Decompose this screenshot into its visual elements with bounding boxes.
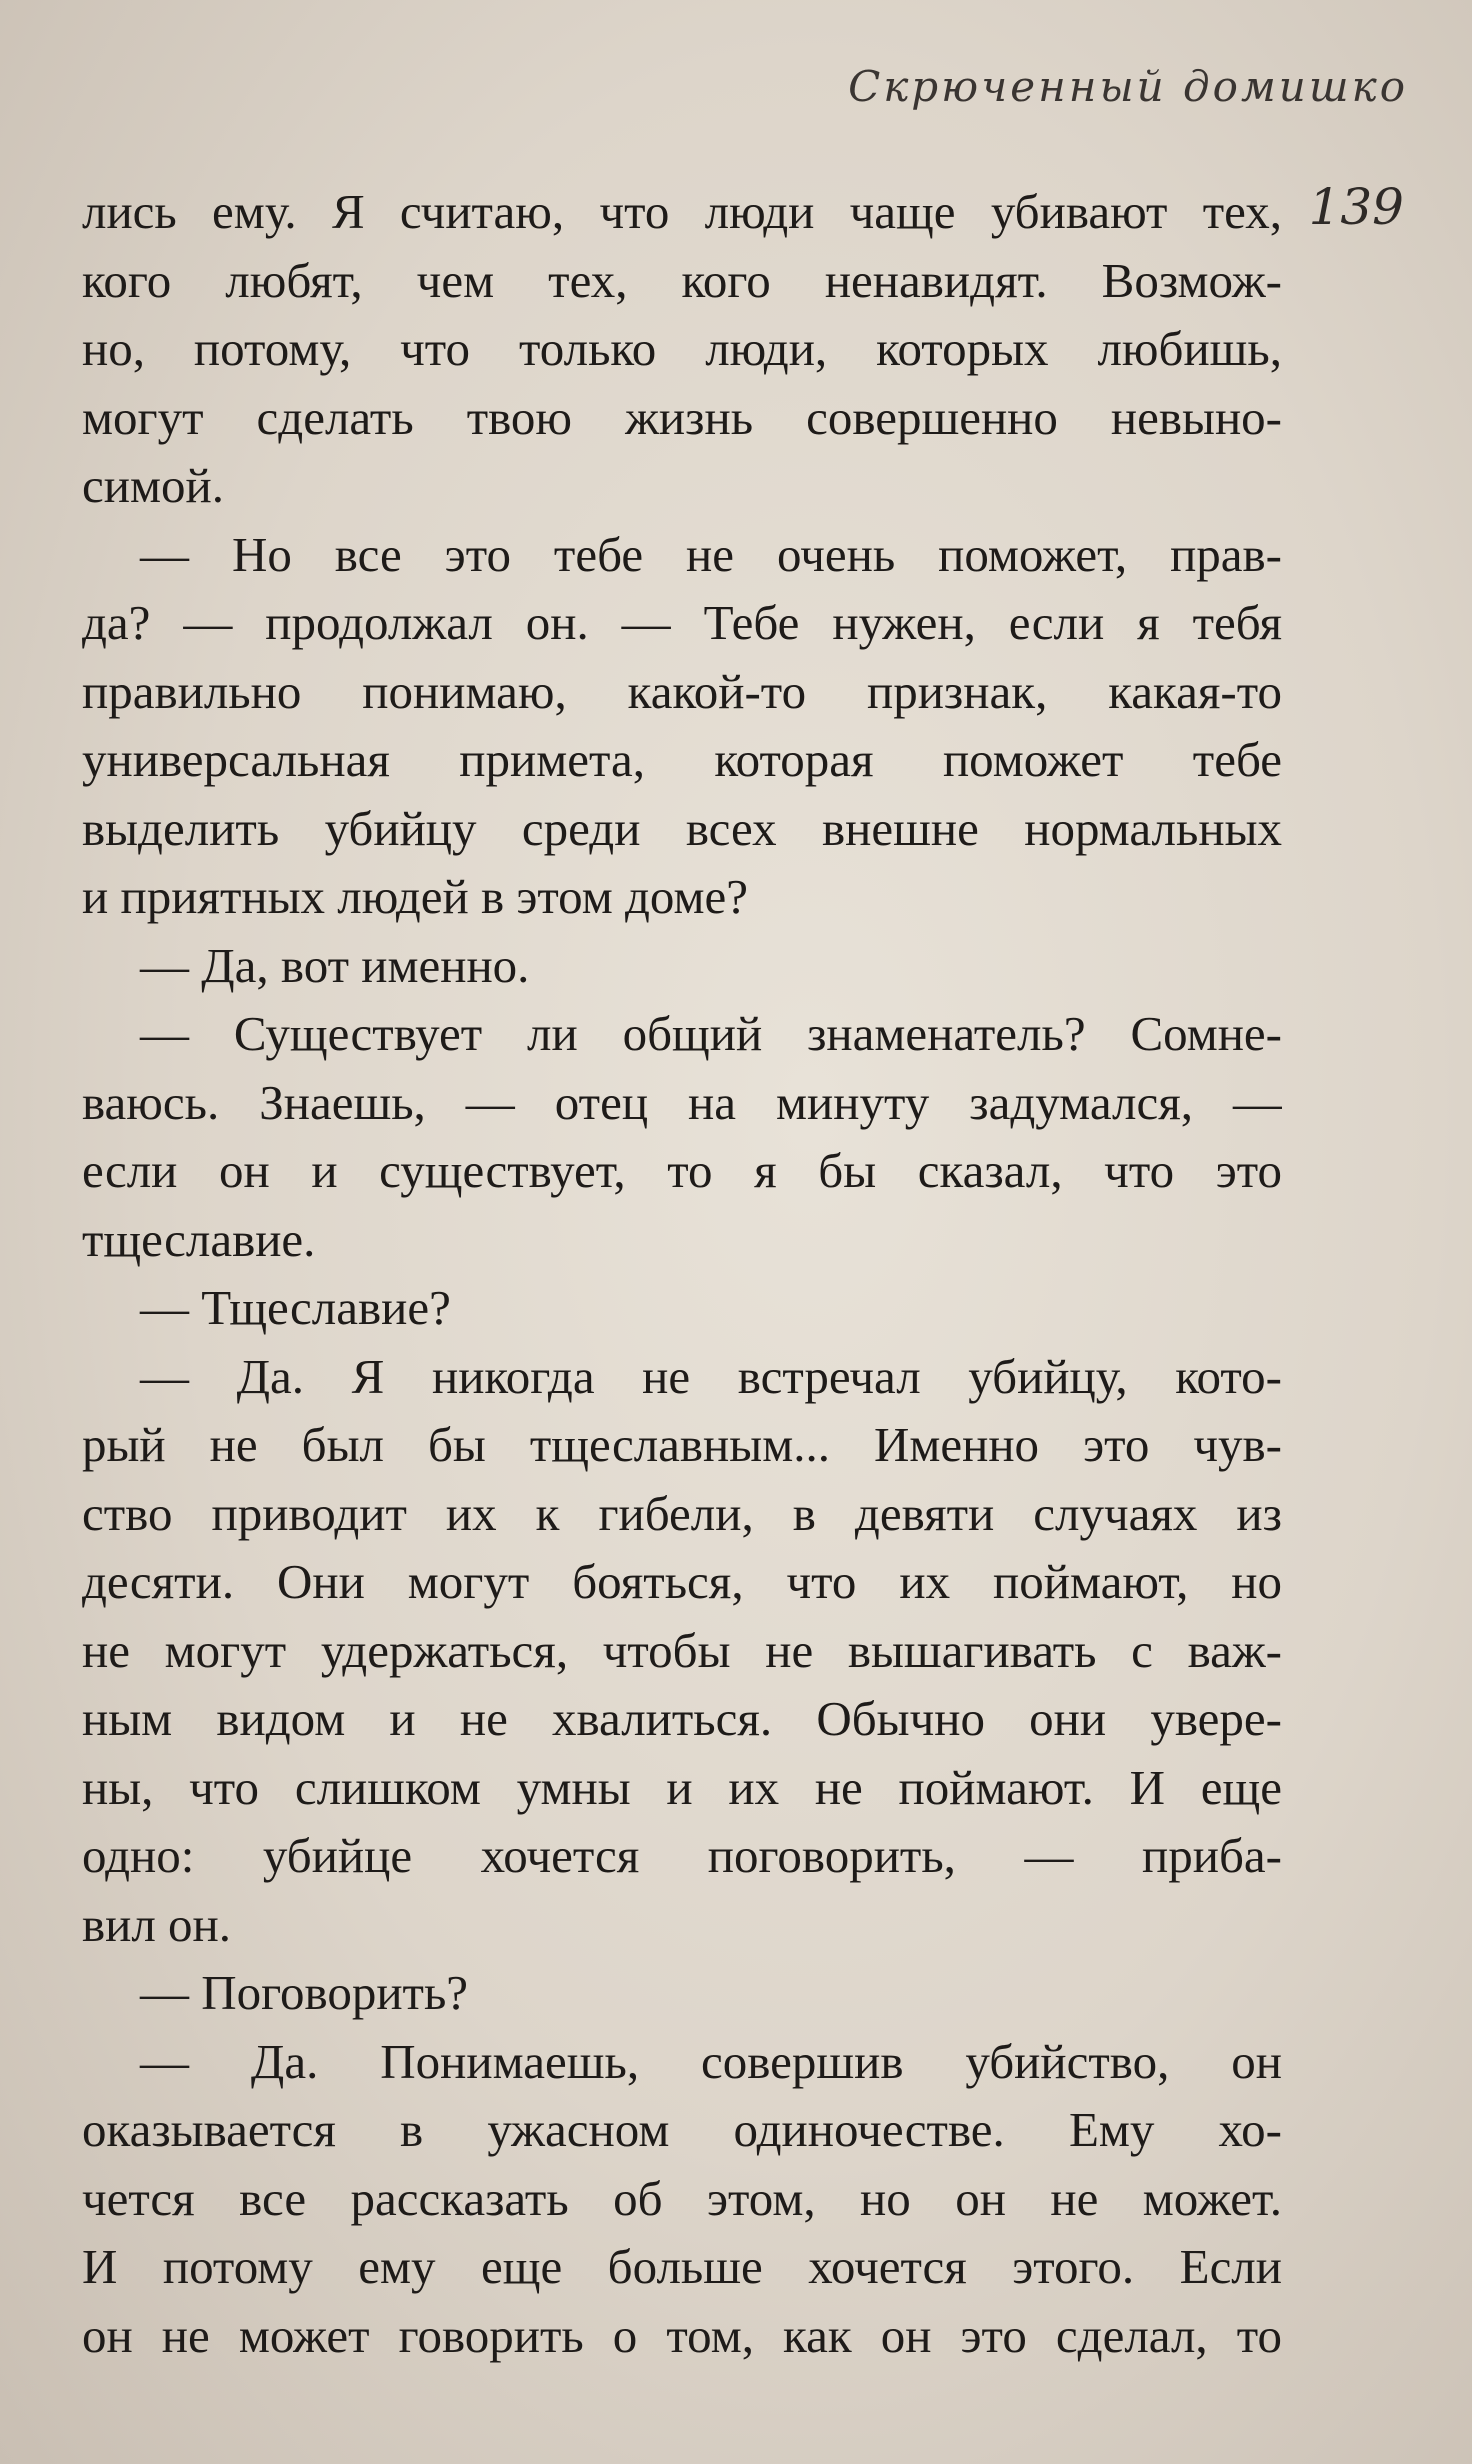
text-line: — Тщеславие? — [140, 1280, 451, 1335]
body-text — [82, 178, 1282, 2370]
text-line: кого любят, чем тех, кого ненавидят. Возмож- — [82, 252, 1282, 308]
text-line: — Да, вот именно. — [140, 937, 530, 993]
text-line: ным видом и не хвалиться. Обычно они увере- — [82, 1691, 1282, 1746]
text-line: ваюсь. Знаешь, — отец на минуту задумался, — — [82, 1074, 1282, 1130]
text-line: выделить убийцу среди всех внешне нормальных — [82, 800, 1282, 856]
text-line: тщеславие. — [82, 1211, 316, 1267]
text-line: могут сделать твою жизнь совершенно невыно- — [82, 389, 1282, 445]
text-line: да? — продолжал он. — Тебе нужен, если я тебя — [82, 595, 1282, 650]
text-line: чется все рассказать об этом, но он не может. — [82, 2170, 1282, 2226]
text-line: И потому ему еще больше хочется этого. Если — [82, 2239, 1282, 2294]
text-line: универсальная примета, которая поможет тебе — [82, 732, 1282, 787]
text-line: симой. — [82, 458, 224, 513]
text-line: десяти. Они могут бояться, что их поймают, но — [82, 1554, 1282, 1609]
text-line: если он и существует, то я бы сказал, что это — [82, 1143, 1282, 1198]
text-line: лись ему. Я считаю, что люди чаще убивают тех, — [82, 184, 1282, 239]
text-line: рый не был бы тщеславным... Именно это чув- — [82, 1417, 1282, 1472]
text-line: не могут удержаться, чтобы не вышагивать с важ- — [82, 1622, 1282, 1678]
page-number: 139 — [1308, 178, 1404, 236]
text-line: — Поговорить? — [140, 1965, 469, 2020]
text-line: и приятных людей в этом доме? — [82, 869, 748, 924]
running-title: Скрюченный домишко — [848, 62, 1408, 111]
text-line: одно: убийце хочется поговорить, — приба- — [82, 1828, 1282, 1883]
text-line: — Да. Понимаешь, совершив убийство, он — [140, 2033, 1282, 2089]
text-line: вил он. — [82, 1896, 232, 1952]
text-line: он не может говорить о том, как он это сделал, то — [82, 2307, 1282, 2363]
text-line: — Да. Я никогда не встречал убийцу, кото- — [140, 1348, 1282, 1404]
text-line: ны, что слишком умны и их не поймают. И еще — [82, 1759, 1282, 1815]
text-line: ство приводит их к гибели, в девяти случаях из — [82, 1485, 1282, 1541]
text-line: но, потому, что только люди, которых любишь, — [82, 321, 1282, 376]
text-line: правильно понимаю, какой-то признак, какая-то — [82, 663, 1282, 719]
text-line: оказывается в ужасном одиночестве. Ему хо- — [82, 2102, 1282, 2157]
text-line: — Существует ли общий знаменатель? Сомне- — [140, 1006, 1282, 1061]
text-line: — Но все это тебе не очень поможет, прав- — [140, 526, 1282, 582]
